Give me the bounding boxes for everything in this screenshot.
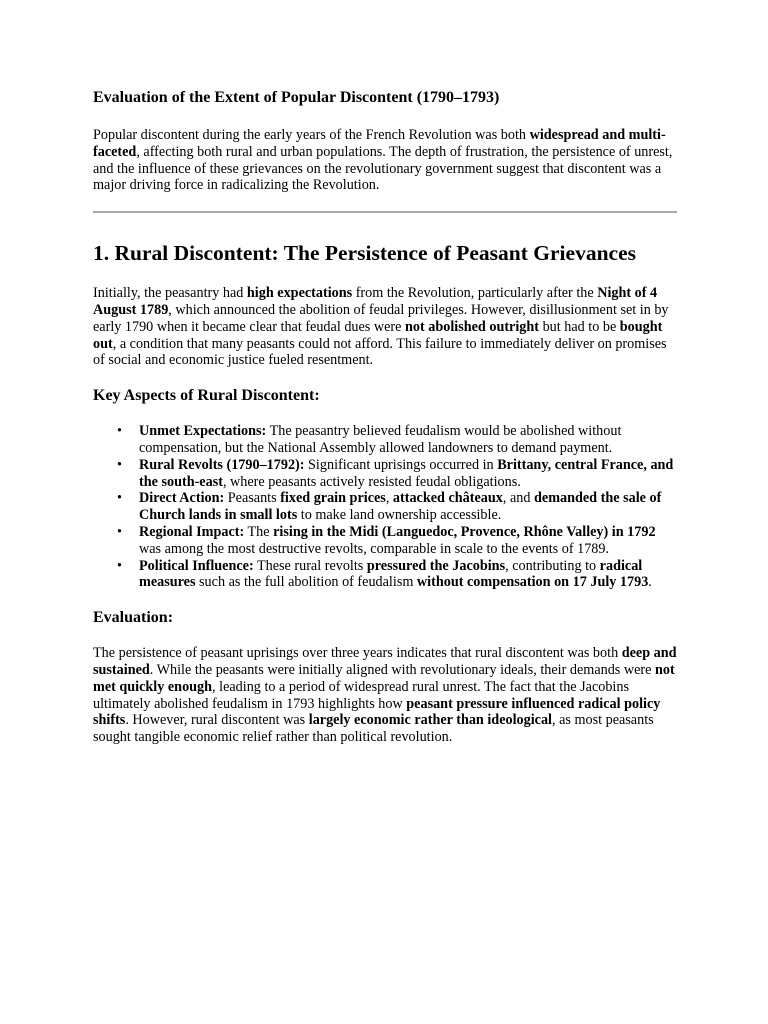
bold-phrase: rising in the Midi (Languedoc, Provence, Rhône Valley) in 1792 bbox=[273, 523, 656, 540]
key-aspects-list bbox=[93, 423, 677, 591]
bold-phrase: Regional Impact: bbox=[139, 523, 245, 540]
bold-phrase: Unmet Expectations: bbox=[139, 423, 267, 440]
bold-phrase: not abolished outright bbox=[404, 318, 540, 335]
intro-paragraph: Popular discontent during the early years of the French Revolution was both widespread and multi-faceted, affecting both rural and urban populations. The depth of frustration, the persistence of unrest, and the influence of these grievances on the revolutionary government suggest that discontent was a major driving force in radicalizing the Revolution. bbox=[93, 127, 673, 194]
bold-phrase: bought out bbox=[93, 318, 663, 352]
list-item: • Unmet Expectations: The peasantry believed feudalism would be abolished without compensation, but the National Assembly allowed landowners to demand payment. bbox=[139, 423, 677, 457]
horizontal-divider bbox=[93, 211, 677, 213]
document-title: Evaluation of the Extent of Popular Discontent (1790–1793) bbox=[93, 89, 500, 106]
bold-phrase: high expectations bbox=[246, 285, 353, 302]
bold-phrase: pressured the Jacobins bbox=[366, 557, 506, 574]
bold-phrase: largely economic rather than ideological bbox=[308, 712, 552, 729]
bold-phrase: demanded the sale of Church lands in small lots bbox=[139, 490, 662, 524]
evaluation-heading: Evaluation: bbox=[93, 609, 174, 627]
bold-phrase: attacked châteaux bbox=[392, 490, 503, 507]
document-page bbox=[93, 88, 677, 763]
bold-phrase: widespread and multi-faceted bbox=[93, 127, 666, 160]
list-item: • Regional Impact: The rising in the Midi (Languedoc, Provence, Rhône Valley) in 1792 was among the most destructive revolts, comparable in scale to the events of 1789. bbox=[139, 524, 677, 558]
list-item: • Direct Action: Peasants fixed grain prices, attacked châteaux, and demanded the sale of Church lands in small lots to make land ownership accessible. bbox=[139, 490, 677, 524]
bold-phrase: deep and sustained bbox=[93, 645, 677, 678]
bold-phrase: Brittany, central France, and the south-east bbox=[139, 456, 674, 490]
bold-phrase: Rural Revolts (1790–1792): bbox=[139, 456, 305, 473]
bold-phrase: radical measures bbox=[139, 557, 643, 591]
key-aspects-heading: Key Aspects of Rural Discontent: bbox=[93, 387, 320, 405]
bold-phrase: Night of 4 August 1789 bbox=[93, 285, 658, 318]
bold-phrase: peasant pressure influenced radical policy shifts bbox=[93, 695, 661, 729]
section-heading: 1. Rural Discontent: The Persistence of Peasant Grievances bbox=[93, 241, 636, 266]
list-item: • Political Influence: These rural revolts pressured the Jacobins, contributing to radical measures such as the full abolition of feudalism without compensation on 17 July 1793. bbox=[139, 558, 677, 592]
bold-phrase: Political Influence: bbox=[139, 557, 254, 574]
list-item: • Rural Revolts (1790–1792): Significant uprisings occurred in Brittany, central France, and the south-east, where peasants actively resisted feudal obligations. bbox=[139, 457, 677, 491]
bold-phrase: not met quickly enough bbox=[93, 661, 675, 695]
bold-phrase: Direct Action: bbox=[139, 490, 225, 507]
bold-phrase: fixed grain prices bbox=[280, 490, 386, 507]
evaluation-paragraph: The persistence of peasant uprisings over three years indicates that rural discontent was both deep and sustained. While the peasants were initially aligned with revolutionary ideals, their demands were not met quickly enough, leading to a period of widespread rural unrest. The fact that the Jacobins ultimately abolished feudalism in 1793 highlights how peasant pressure influenced radical policy shifts. However, rural discontent was largely economic rather than ideological, as most peasants sought tangible economic relief rather than political revolution. bbox=[93, 645, 677, 746]
section-paragraph: Initially, the peasantry had high expectations from the Revolution, particularly after the Night of 4 August 1789, which announced the abolition of feudal privileges. However, disillusionment set in by early 1790 when it became clear that feudal dues were not abolished outright but had to be bought out, a condition that many peasants could not afford. This failure to immediately deliver on promises of social and economic justice fueled resentment. bbox=[93, 285, 669, 369]
bold-phrase: without compensation on 17 July 1793 bbox=[416, 574, 649, 591]
